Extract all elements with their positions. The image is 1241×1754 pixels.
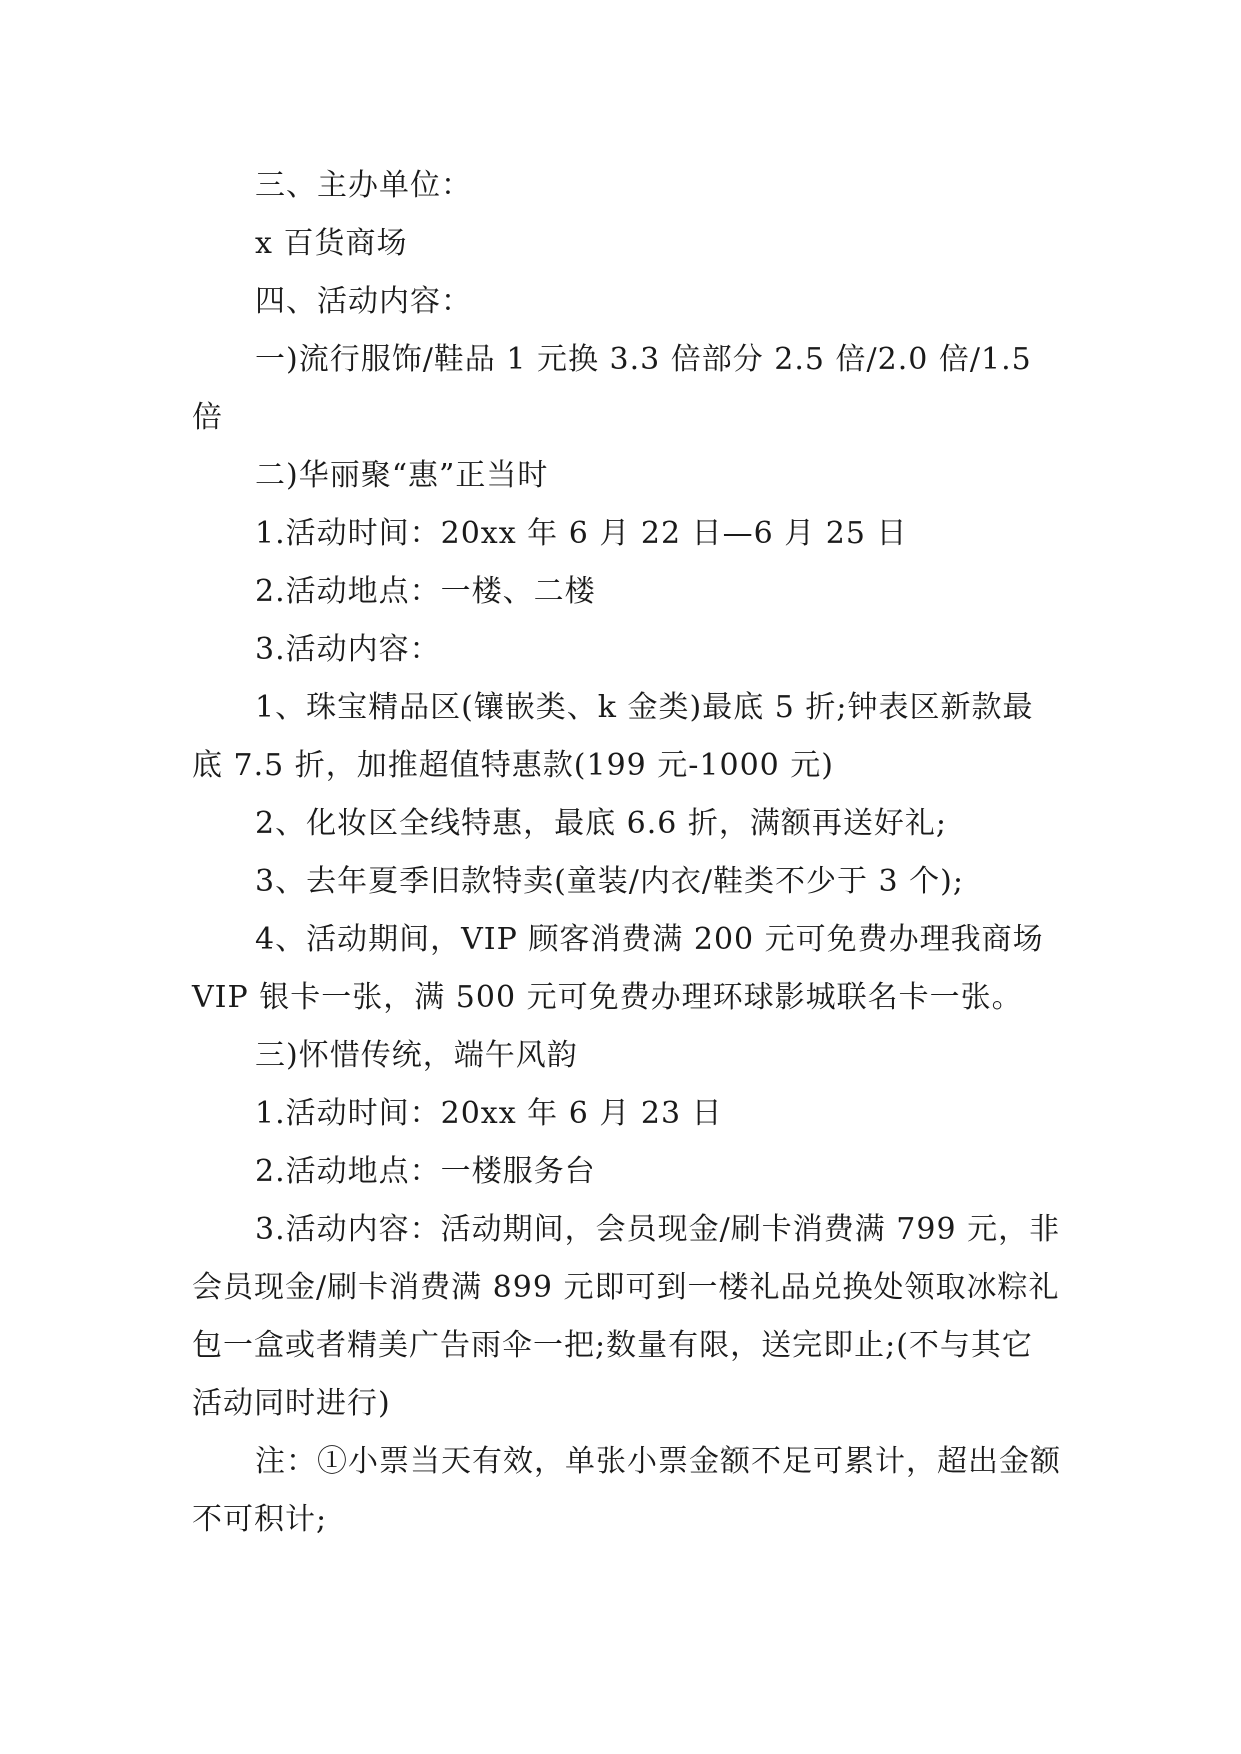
paragraph-clearance-sale: 3、去年夏季旧款特卖(童装/内衣/鞋类不少于 3 个); [255,864,964,899]
paragraph-dragon-boat-time: 1.活动时间：20xx 年 6 月 23 日 [255,1096,723,1131]
section-heading-organizer: 三、主办单位： [255,168,472,203]
paragraph-promotion-location: 2.活动地点：一楼、二楼 [255,574,596,609]
document-body [192,157,1062,1549]
paragraph-receipt-note: 注：①小票当天有效，单张小票金额不足可累计，超出金额不可积计; [192,1444,1061,1537]
paragraph-vip-card: 4、活动期间，VIP 顾客消费满 200 元可免费办理我商场 VIP 银卡一张，满 500 元可免费办理环球影城联名卡一张。 [192,922,1044,1015]
paragraph-jewelry-discount: 1、珠宝精品区(镶嵌类、k 金类)最底 5 折;钟表区新款最底 7.5 折，加推超值特惠款(199 元-1000 元) [192,690,1034,783]
paragraph-promotion-time: 1.活动时间：20xx 年 6 月 22 日—6 月 25 日 [255,516,908,551]
section-heading-activity-content: 四、活动内容： [255,284,472,319]
paragraph-dragon-boat-location: 2.活动地点：一楼服务台 [255,1154,596,1189]
subsection-heading-dragon-boat: 三)怀惜传统，端午风韵 [255,1038,578,1073]
paragraph-fashion-exchange: 一)流行服饰/鞋品 1 元换 3.3 倍部分 2.5 倍/2.0 倍/1.5 倍 [192,342,1032,435]
subsection-heading-promotion: 二)华丽聚“惠”正当时 [255,458,549,493]
organizer-name: x 百货商场 [255,226,408,261]
paragraph-dragon-boat-content: 3.活动内容：活动期间，会员现金/刷卡消费满 799 元，非会员现金/刷卡消费满 899 元即可到一楼礼品兑换处领取冰粽礼包一盒或者精美广告雨伞一把;数量有限，送完即止;(不与其它活动同时进行) [192,1212,1061,1421]
paragraph-promotion-content-label: 3.活动内容： [255,632,441,667]
paragraph-cosmetics-discount: 2、化妆区全线特惠，最底 6.6 折，满额再送好礼; [255,806,947,841]
